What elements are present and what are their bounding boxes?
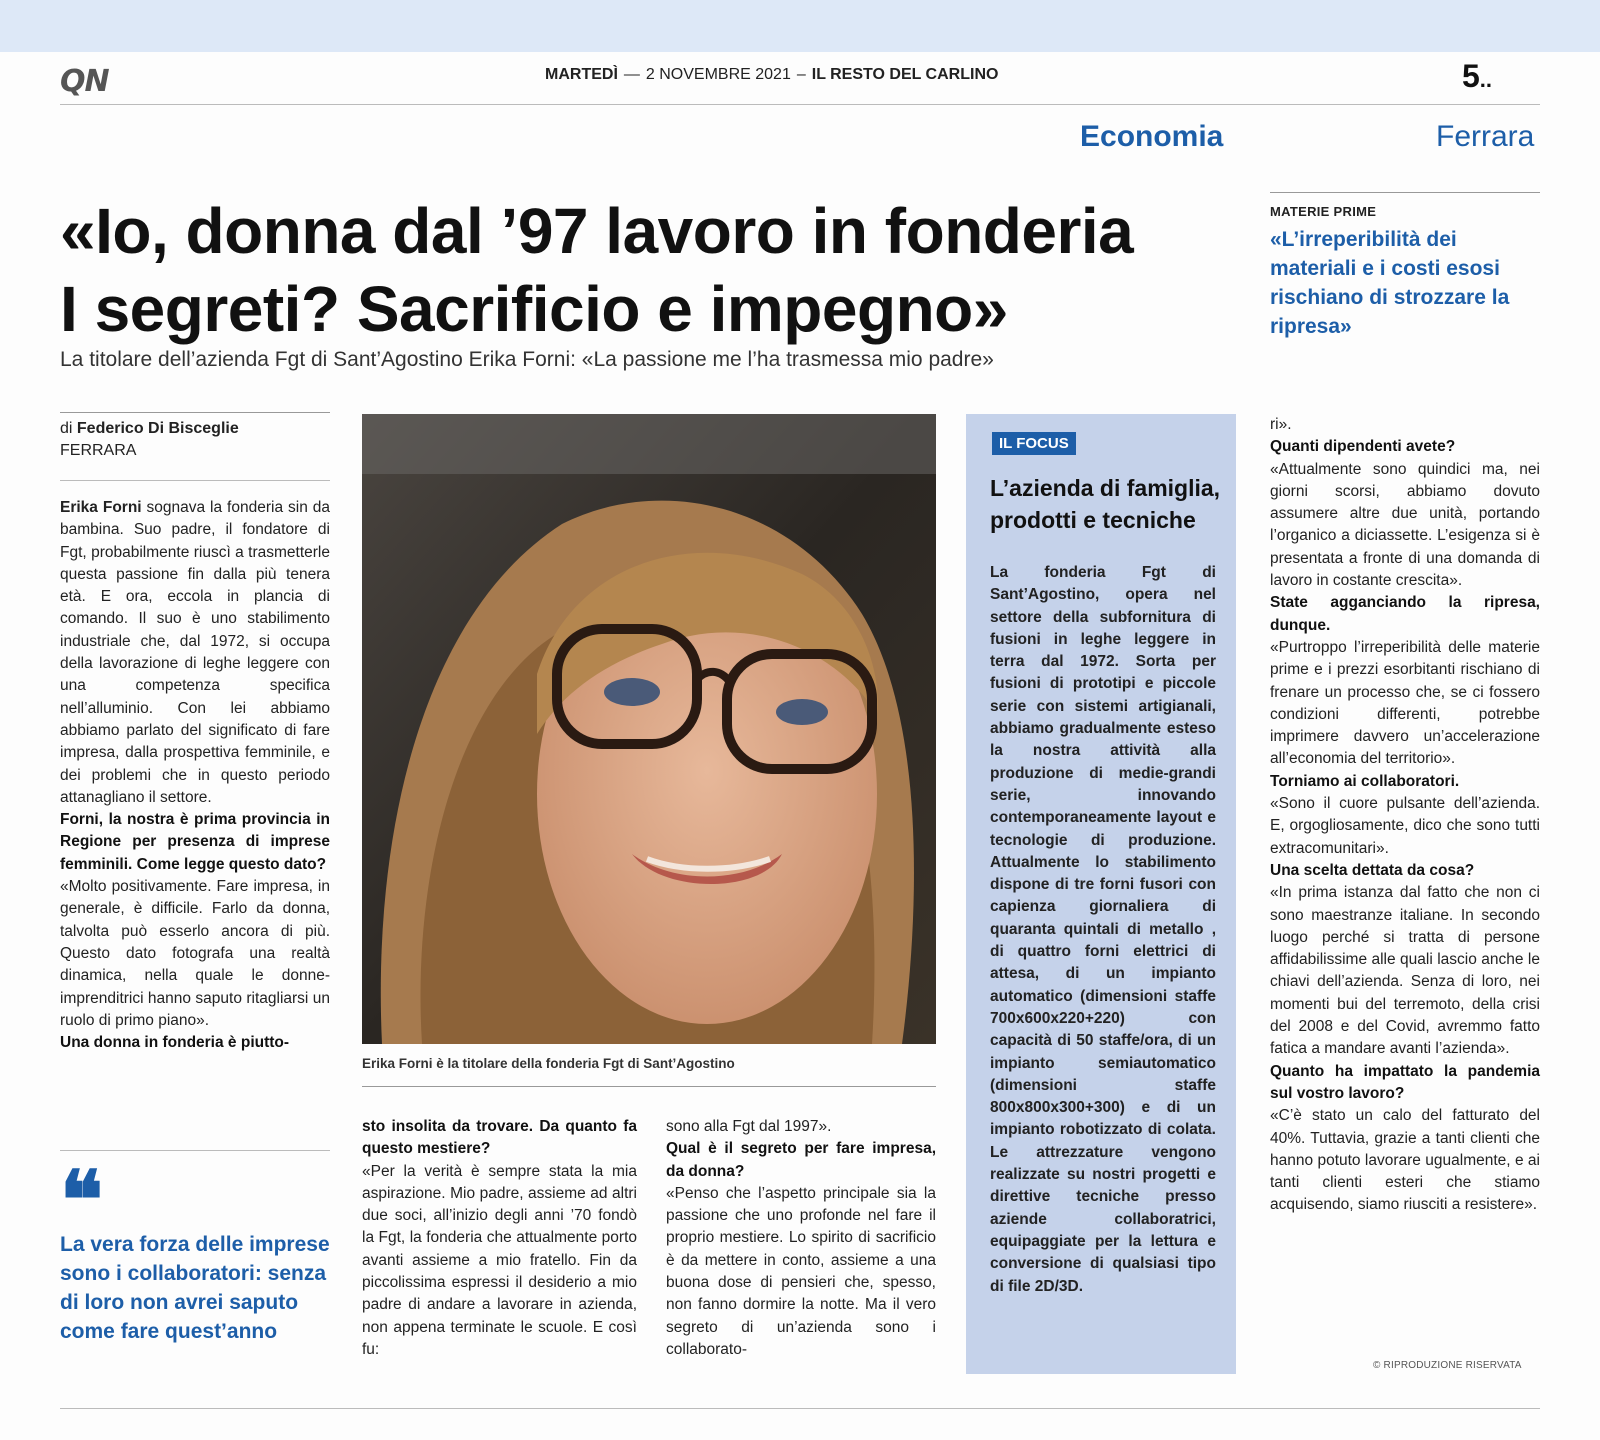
- answer: ri».: [1270, 416, 1292, 433]
- photo-erika-forni: [362, 414, 936, 1044]
- sidebar-kicker: MATERIE PRIME: [1270, 204, 1377, 219]
- answer: «Molto positivamente. Fare impresa, in generale, è difficile. Farlo da donna, talvolta può esserlo ancora di più. Questo dato fotografa una realtà dinamica, nella quale le donne-imprenditrici hanno saputo ritagliarsi un ruolo di primo piano».: [60, 878, 330, 1029]
- answer: sono alla Fgt dal 1997».: [666, 1118, 832, 1135]
- sidebar-rule: [1270, 192, 1540, 193]
- header-rule: [60, 104, 1540, 105]
- article-column-3: [666, 1116, 936, 1361]
- article-column-2: [362, 1116, 637, 1361]
- lead-name: Erika Forni: [60, 499, 142, 516]
- copyright-note: © RIPRODUZIONE RISERVATA: [1373, 1360, 1522, 1371]
- subheadline: La titolare dell’azienda Fgt di Sant’Agostino Erika Forni: «La passione me l’ha trasmessa mio padre»: [60, 348, 994, 371]
- question: Una scelta dettata da cosa?: [1270, 861, 1475, 879]
- focus-body: La fonderia Fgt di Sant’Agostino, opera nel settore della subfornitura di fusioni in leghe leggere in terra dal 1972. Sorta per fusioni di prototipi e piccole serie con sistemi artigianali, abbiamo gradualmente esteso la nostra attività alla produzione di medie-grandi serie, innovando contemporaneamente layout e tecnologie di produzione. Attualmente lo stabilimento dispone di tre forni fusori con capienza giornaliera di quaranta quintali di metallo , di quattro forni elettrici di attesa, di un impianto automatico (dimensioni staffe 700x600x220+220) con capacità di 50 staffe/ora, di un impianto semiautomatico (dimensioni staffe 800x800x300+300) e di un impianto robotizzato di colata. Le attrezzature vengono realizzate su nostri progetti e direttive tecniche presso aziende collaboratrici, equipaggiate per la lettura e conversione di qualsiasi tipo di file 2D/3D.: [990, 564, 1216, 1295]
- answer: «Sono il cuore pulsante dell’azienda. E, orgogliosamente, dico che sono tutti extracomunitari».: [1270, 795, 1540, 857]
- byline: di Federico Di Bisceglie FERRARA: [60, 420, 239, 459]
- byline-rule: [60, 412, 330, 413]
- question: Una donna in fonderia è piutto-: [60, 1034, 290, 1052]
- question: Torniamo ai collaboratori.: [1270, 772, 1460, 790]
- question: Quanti dipendenti avete?: [1270, 438, 1456, 456]
- headline: [60, 192, 1250, 348]
- header-paper: IL RESTO DEL CARLINO: [811, 66, 999, 83]
- focus-title: L’azienda di famiglia, prodotti e tecniche: [990, 475, 1221, 533]
- focus-tag: IL FOCUS: [992, 432, 1076, 455]
- answer: «In prima istanza dal fatto che non ci sono maestranze italiane. In secondo luogo perché si tratta di persone affidabilissime alle quali lascio anche le chiavi dell’azienda. Senza di loro, nei momenti bui del terremoto, della crisi del 2008 e del Covid, avremmo fatto fatica a mandare avanti l’azienda».: [1270, 884, 1540, 1058]
- header-date: 2 NOVEMBRE 2021: [645, 66, 791, 83]
- answer: «Attualmente sono quindici ma, nei giorni scorsi, abbiamo dovuto assumere altre due unità, portando l’organico a diciassette. L’esigenza si è presentata a fronte di una domanda di lavoro in costante crescita».: [1270, 460, 1540, 590]
- question: Quanto ha impattato la pandemia sul vostro lavoro?: [1270, 1062, 1540, 1102]
- answer: «Per la verità è sempre stata la mia aspirazione. Mio padre, assieme ad altri due soci, all’inizio degli anni ’70 fondò la Fgt, la fonderia che attualmente porto avanti assieme a mio fratello. Fin da piccolissima espressi il desiderio a mio padre di andare a lavorare in azienda, non appena terminate le scuole. E così fu:: [362, 1162, 637, 1358]
- quote-mark-icon: ❝: [60, 1153, 104, 1247]
- running-header: MARTEDÌ — 2 NOVEMBRE 2021 – IL RESTO DEL CARLINO: [545, 66, 999, 83]
- question: Forni, la nostra è prima provincia in Regione per presenza di imprese femminili. Come legge questo dato?: [60, 811, 330, 873]
- question: Qual è il segreto per fare impresa, da donna?: [666, 1140, 936, 1180]
- header-day: MARTEDÌ: [545, 66, 618, 83]
- answer: «C’è stato un calo del fatturato del 40%. Tuttavia, grazie a tanti clienti che hanno potuto lavorare ugualmente, e ai tanti clienti esteri che stiamo acquisendo, siamo riusciti a resistere».: [1270, 1107, 1540, 1214]
- pull-quote: La vera forza delle imprese sono i collaboratori: senza di loro non avrei saputo come fare quest’anno: [60, 1233, 330, 1343]
- photo-caption: Erika Forni è la titolare della fonderia Fgt di Sant’Agostino: [362, 1056, 735, 1071]
- sidebar-title: «L’irreperibilità dei materiali e i costi esosi rischiano di strozzare la ripresa»: [1270, 228, 1510, 338]
- footer-rule: [60, 1408, 1540, 1409]
- caption-rule: [362, 1086, 936, 1087]
- dateline: FERRARA: [60, 442, 137, 459]
- headline-line-1: «Io, donna dal ’97 lavoro in fonderia: [60, 195, 1134, 267]
- headline-line-2: I segreti? Sacrificio e impegno»: [60, 273, 1008, 345]
- article-column-5: [1270, 414, 1540, 1217]
- question: State agganciando la ripresa, dunque.: [1270, 594, 1540, 634]
- section-name: Economia: [1080, 120, 1224, 153]
- page-number: 5..: [1462, 58, 1493, 94]
- author-name: Federico Di Bisceglie: [76, 420, 239, 437]
- qn-logo: QN: [60, 64, 109, 99]
- article-column-1: Erika Forni sognava la fonderia sin da bambina. Suo padre, il fondatore di Fgt, probabilmente riuscì a trasmetterle questa passione fin dalla più tenera età. E ora, eccola in plancia di comando. Il suo è uno stabilimento industriale che, dal 1972, si occupa della lavorazione di leghe leggere con una competenza specifica nell’alluminio. Con lei abbiamo abbiamo parlato del significato di fare impresa, dalla prospettiva femminile, e dei problemi che in questo periodo attanagliano il settore. Forni, la nostra è prima provincia in Regione per presenza di imprese femminili. Come legge questo dato? «Molto positivamente. Fare impresa, in generale, è difficile. Farlo da donna, talvolta può esserlo ancora di più. Questo dato fotografa una realtà dinamica, nella quale le donne-imprenditrici hanno saputo ritagliarsi un ruolo di primo piano». Una donna in fonderia è piutto-: [60, 497, 330, 1054]
- portrait-illustration: [362, 414, 936, 1044]
- answer: «Purtroppo l’irreperibilità delle materie prime e i prezzi esorbitanti rischiano di frenare un processo che, se ci fossero condizioni differenti, potrebbe imprimere davvero un’accelerazione all’economia del territorio».: [1270, 638, 1540, 768]
- answer: «Penso che l’aspetto principale sia la passione che uno profonde nel fare il proprio mestiere. Lo spirito di sacrificio è da mettere in conto, assieme a una buona dose di pensieri che, spesso, non fanno dormire la notte. Ma il vero segreto di un’azienda sono i collaborato-: [666, 1184, 936, 1358]
- question: sto insolita da trovare. Da quanto fa questo mestiere?: [362, 1118, 637, 1158]
- section-city: Ferrara: [1436, 120, 1535, 153]
- pullquote-rule: [60, 1150, 330, 1151]
- viewer-top-bar: [0, 0, 1600, 52]
- byline-bottom-rule: [60, 480, 330, 481]
